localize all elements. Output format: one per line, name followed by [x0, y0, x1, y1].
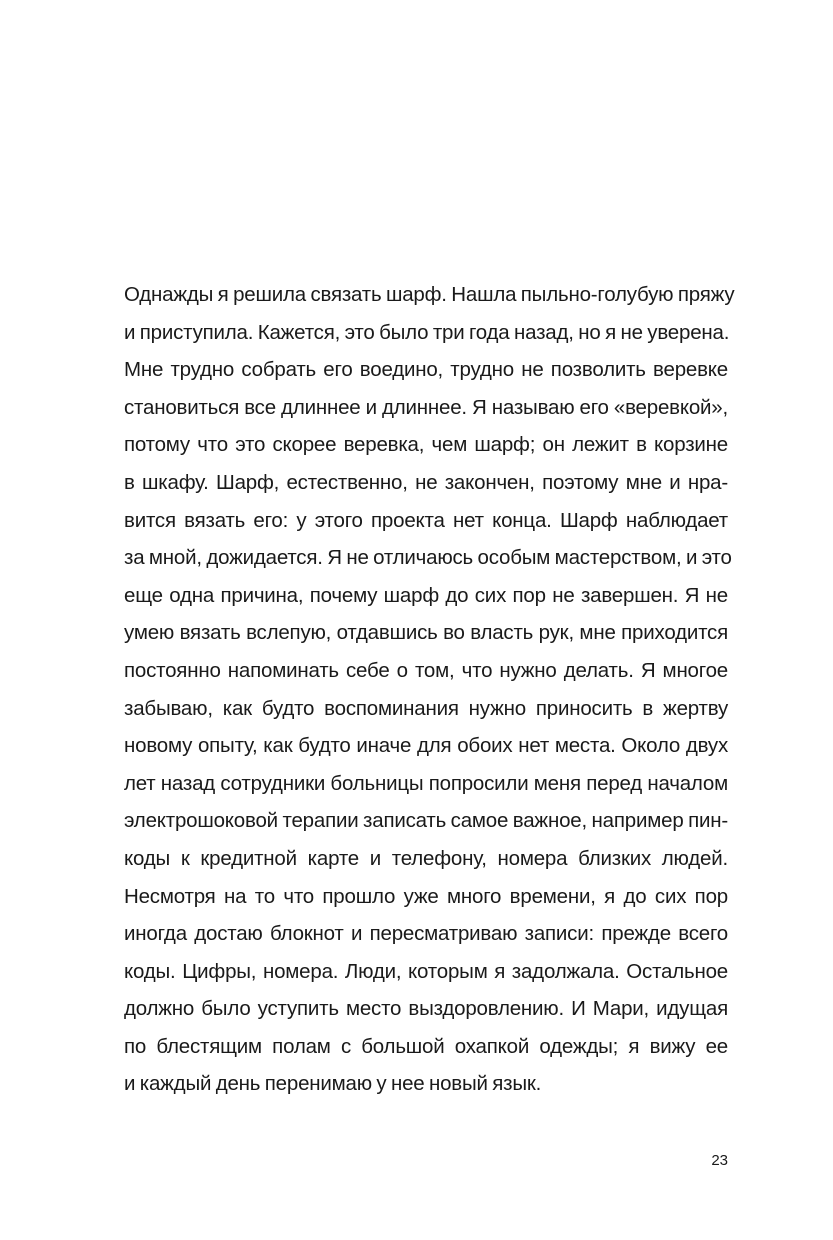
- text-line: становиться все длиннее и длиннее. Я называю его «веревкой»,: [124, 395, 728, 419]
- text-line: еще одна причина, почему шарф до сих пор не завершен. Я не: [124, 583, 728, 607]
- text-line: Мне трудно собрать его воедино, трудно не позволить веревке: [124, 358, 728, 382]
- text-line: в шкафу. Шарф, естественно, не закончен, поэтому мне и нра-: [124, 470, 728, 494]
- text-line: за мной, дожидается. Я не отличаюсь особым мастерством, и это: [124, 546, 732, 570]
- text-line: потому что это скорее веревка, чем шарф; он лежит в корзине: [124, 433, 728, 457]
- text-line: умею вязать вслепую, отдавшись во власть рук, мне приходится: [124, 621, 728, 645]
- text-line: должно было уступить место выздоровлению. И Мари, идущая: [124, 997, 728, 1021]
- text-line: и приступила. Кажется, это было три года назад, но я не уверена.: [124, 320, 730, 344]
- text-line: по блестящим полам с большой охапкой одежды; я вижу ее: [124, 1034, 728, 1058]
- text-line: иногда достаю блокнот и пересматриваю записи: прежде всего: [124, 922, 728, 946]
- text-line: и каждый день перенимаю у нее новый язык.: [124, 1072, 542, 1096]
- body-text: [124, 276, 735, 1103]
- text-line: забываю, как будто воспоминания нужно приносить в жертву: [124, 696, 728, 720]
- text-line: Однажды я решила связать шарф. Нашла пыльно-голубую пряжу: [124, 283, 735, 306]
- page-number: 23: [711, 1152, 728, 1169]
- text-line: коды. Цифры, номера. Люди, которым я задолжала. Остальное: [124, 959, 728, 983]
- text-line: новому опыту, как будто иначе для обоих нет места. Около двух: [124, 734, 728, 758]
- text-line: лет назад сотрудники больницы попросили меня перед началом: [124, 771, 728, 795]
- text-line: вится вязать его: у этого проекта нет конца. Шарф наблюдает: [124, 508, 728, 532]
- text-line: электрошоковой терапии записать самое важное, например пин-: [124, 809, 728, 833]
- text-line: Несмотря на то что прошло уже много времени, я до сих пор: [124, 884, 728, 908]
- text-line: коды к кредитной карте и телефону, номера близких людей.: [124, 846, 728, 870]
- text-line: постоянно напоминать себе о том, что нужно делать. Я многое: [124, 658, 728, 682]
